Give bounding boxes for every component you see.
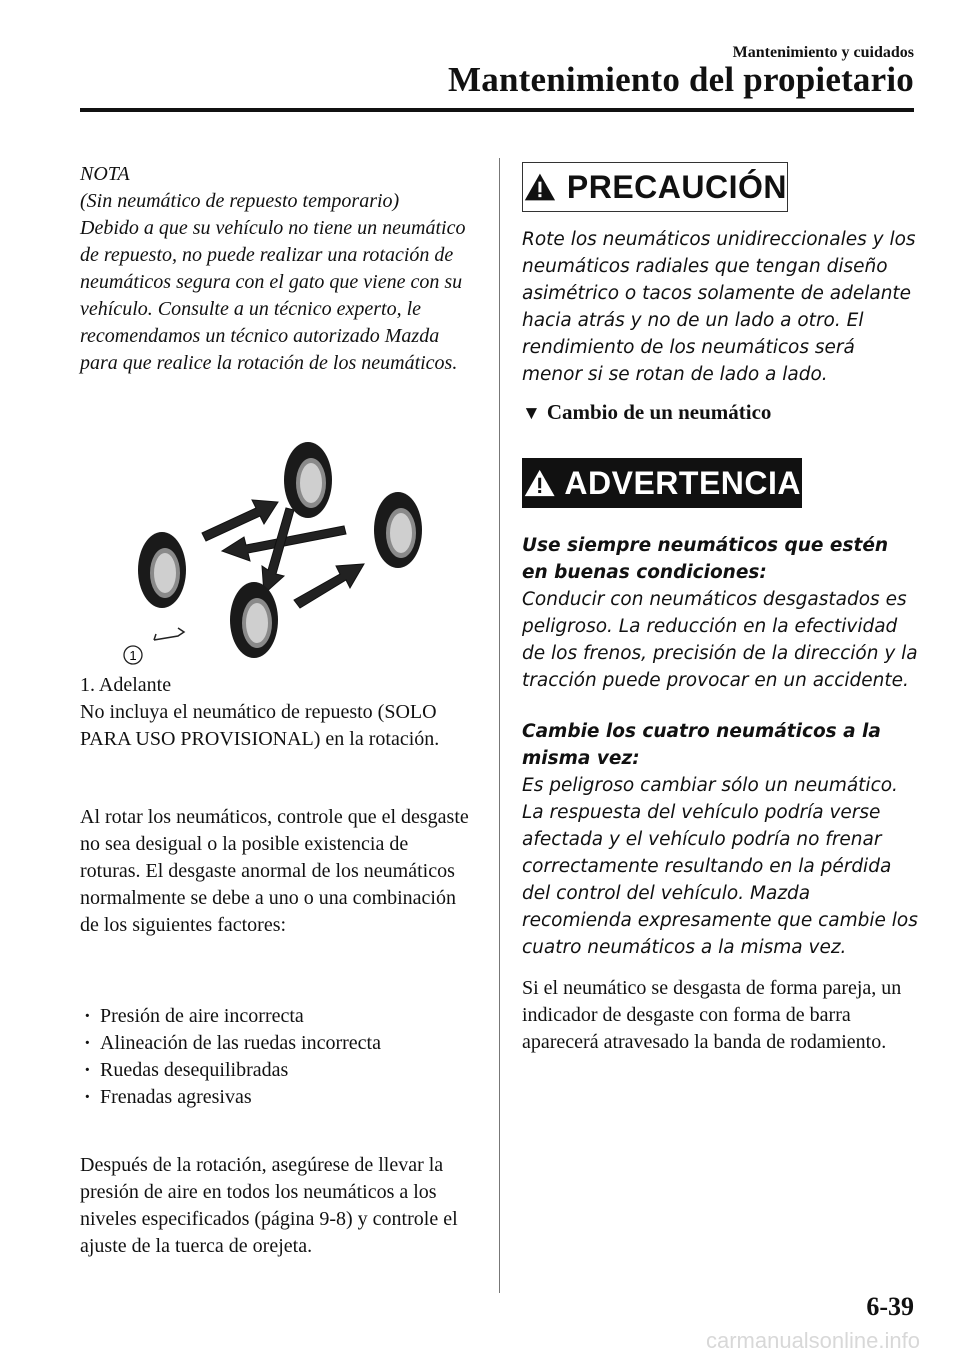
arrow-rear-left-to-front-right xyxy=(262,508,294,594)
tire-front-right-icon xyxy=(230,582,278,658)
warning-2 xyxy=(522,718,918,961)
figure-caption: 1. Adelante xyxy=(80,674,172,696)
caution-label: PRECAUCIÓN xyxy=(566,168,787,205)
header-rule xyxy=(80,108,914,112)
note-label: NOTA xyxy=(80,163,130,185)
arrow-front-left-to-rear-right xyxy=(202,500,278,541)
note-title: (Sin neumático de repuesto temporario) xyxy=(80,190,400,212)
tire-rotation-figure xyxy=(118,440,458,670)
note-body: Debido a que su vehículo no tiene un neumático de repuesto, no puede realizar una rotación de neumáticos segura con el gato que viene con su vehículo. Consulte a un técnico experto, le recomendamos un técnico autorizado Mazda para que realice la rotación de los neumáticos. xyxy=(80,217,466,374)
column-divider xyxy=(499,158,500,1293)
paragraph-spare: No incluya el neumático de repuesto (SOLO PARA USO PROVISIONAL) en la rotación. xyxy=(80,701,440,750)
tire-rear-left-icon xyxy=(284,442,332,518)
tire-front-left-icon xyxy=(138,532,186,608)
section-title: Mantenimiento del propietario xyxy=(448,60,914,99)
watermark: carmanualsonline.info xyxy=(705,1328,920,1353)
list-item: · Presión de aire incorrecta xyxy=(84,1003,381,1030)
front-direction-icon xyxy=(154,628,184,640)
wear-indicator-paragraph: Si el neumático se desgasta de forma pareja, un indicador de desgaste con forma de barra aparecerá atravesado la banda de rodamiento. xyxy=(522,977,902,1053)
warning-1-text: Conducir con neumáticos desgastados es peligroso. La reducción en la efectividad de los frenos, precisión de la dirección y la tracción puede provocar en un accidente. xyxy=(522,589,918,691)
warning-1 xyxy=(522,532,918,694)
caution-box xyxy=(522,162,788,212)
paragraph-wear: Al rotar los neumáticos, controle que el desgaste no sea desigual o la posible existencia de roturas. El desgaste anormal de los neumáticos normalmente se debe a uno o una combinación de los siguientes factores: xyxy=(80,806,469,936)
paragraph-after-rotation: Después de la rotación, asegúrese de llevar la presión de aire en todos los neumáticos a los niveles especificados (página 9-8) y controle el ajuste de la tuerca de orejeta. xyxy=(80,1154,458,1257)
list-item: · Frenadas agresivas xyxy=(84,1084,381,1111)
list-item: · Alineación de las ruedas incorrecta xyxy=(84,1030,381,1057)
note-block xyxy=(80,161,472,377)
factor-list xyxy=(84,1003,381,1111)
warning-triangle-icon xyxy=(523,466,556,500)
tire-rear-right-icon xyxy=(374,492,422,568)
list-item: · Ruedas desequilibradas xyxy=(84,1057,381,1084)
warning-box xyxy=(522,458,802,508)
warning-label: ADVERTENCIA xyxy=(564,464,801,501)
callout-number: 1 xyxy=(129,648,137,663)
warning-triangle-icon xyxy=(523,170,557,204)
warning-1-title: Use siempre neumáticos que estén en buenas condiciones: xyxy=(522,535,889,583)
caution-text: Rote los neumáticos unidireccionales y los neumáticos radiales que tengan diseño asimétrico o tacos solamente de adelante hacia atrás y no de un lado a otro. El rendimiento de los neumáticos será menor si se rotan de lado a lado. xyxy=(522,229,916,385)
warning-2-title: Cambie los cuatro neumáticos a la misma vez: xyxy=(522,721,881,769)
triangle-down-icon: ▼ xyxy=(522,403,541,424)
subsection-title: Cambio de un neumático xyxy=(546,400,772,424)
warning-2-text: Es peligroso cambiar sólo un neumático. La respuesta del vehículo podría verse afectada y el vehículo podría no frenar correctamente resultando en la pérdida del control del vehículo. Mazda recomienda expresamente que cambie los cuatro neumáticos a la misma vez. xyxy=(522,775,918,958)
subsection-heading xyxy=(522,400,771,425)
page-number: 6-39 xyxy=(866,1292,914,1321)
chapter-label: Mantenimiento y cuidados xyxy=(732,44,914,61)
arrow-front-right-to-rear-left xyxy=(294,564,364,608)
